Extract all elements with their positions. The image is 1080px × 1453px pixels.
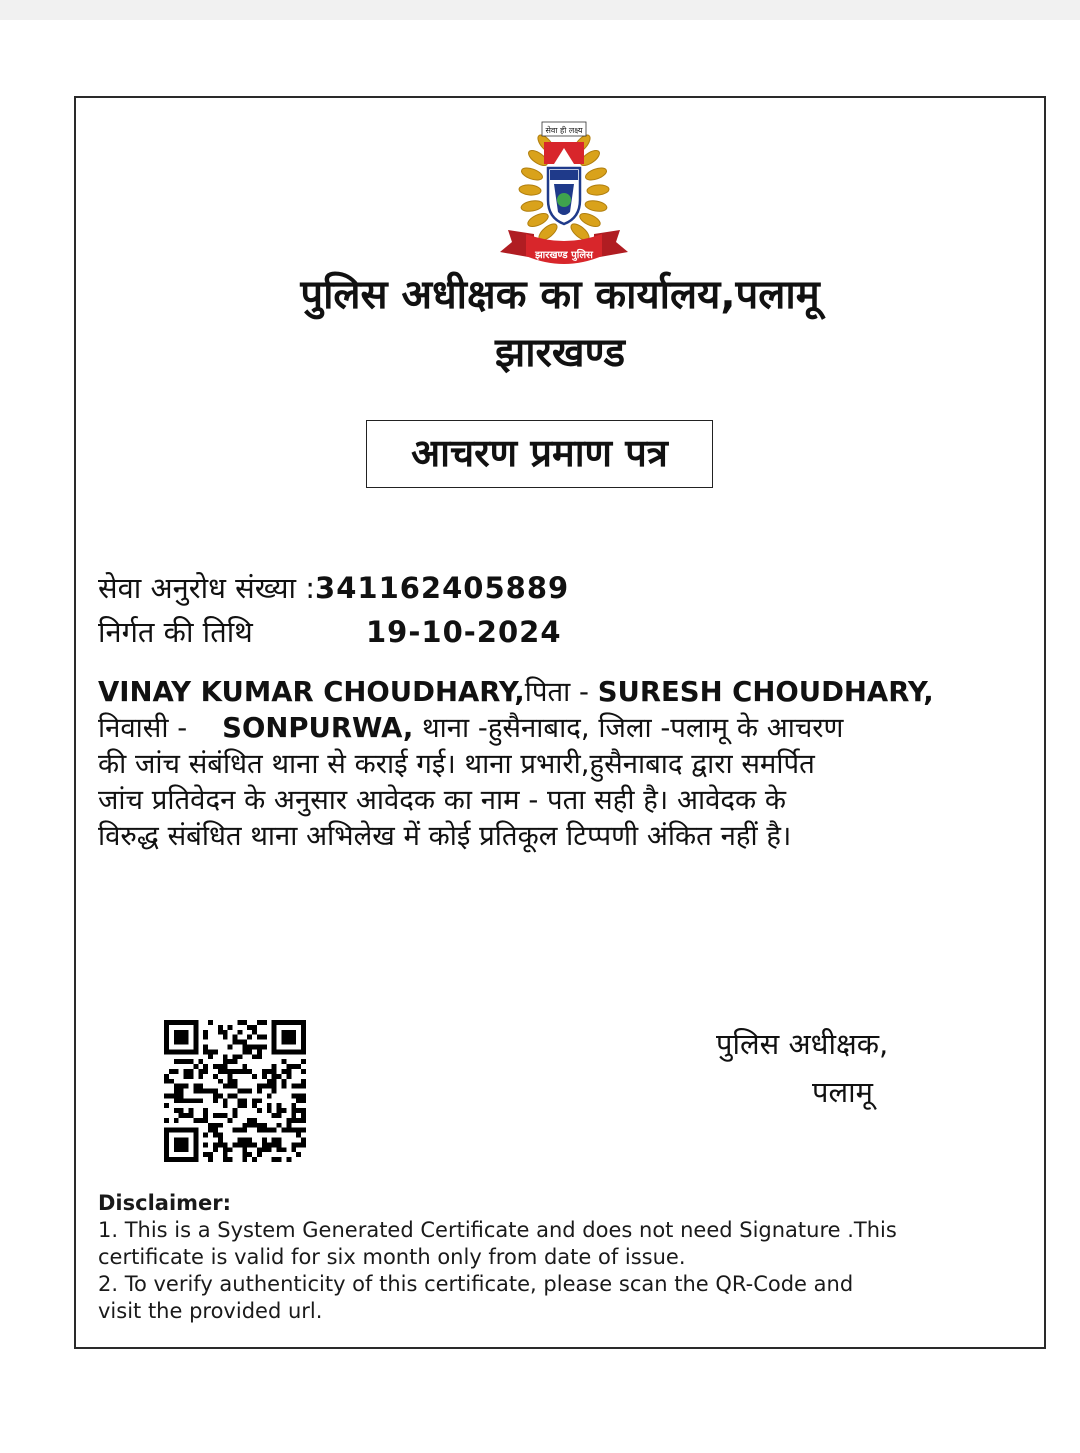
service-request-row [98,568,569,608]
disclaimer-line-2: certificate is valid for six month only from date of issue. [98,1245,686,1269]
body-line-2-rest: थाना -हुसैनाबाद, जिला -पलामू के आचरण [413,712,844,744]
disclaimer-line-4: visit the provided url. [98,1299,323,1323]
qr-code[interactable] [164,1020,306,1162]
issue-date-value: 19-10-2024 [366,615,562,649]
issue-date-row [98,612,562,652]
qr-code-graphic [164,1020,306,1162]
signature-place: पलामू [812,1075,873,1109]
disclaimer-line-1: 1. This is a System Generated Certificate and does not need Signature .This [98,1218,897,1242]
issue-date-label: निर्गत की तिथि [98,615,253,649]
signature-block [716,1020,976,1116]
service-request-label: सेवा अनुरोध संख्या : [98,571,316,605]
office-subtitle: झारखण्ड [494,330,626,376]
village-name: SONPURWA, [222,712,414,744]
body-line-1 [98,674,1028,710]
jharkhand-police-emblem [438,112,690,280]
resident-label: निवासी - [98,712,223,744]
applicant-name: VINAY KUMAR CHOUDHARY, [98,676,525,708]
top-strip [0,0,1080,20]
certificate-title: आचरण प्रमाण पत्र [366,420,713,488]
emblem-ribbon-text: झारखण्ड पुलिस [535,250,593,261]
body-line-2 [98,710,1028,746]
police-emblem-graphic [438,112,690,280]
signature-designation: पुलिस अधीक्षक, [716,1027,889,1061]
emblem-motto: सेवा ही लक्ष्य [545,126,583,135]
certificate-body [98,674,1028,854]
body-line-4: जांच प्रतिवेदन के अनुसार आवेदक का नाम - पता सही है। आवेदक के [98,784,786,816]
office-title: पुलिस अधीक्षक का कार्यालय,पलामू [300,272,820,318]
disclaimer [98,1190,1028,1325]
father-name: SURESH CHOUDHARY, [597,676,934,708]
service-request-number: 341162405889 [315,571,570,605]
father-label: पिता - [524,676,598,708]
disclaimer-line-3: 2. To verify authenticity of this certificate, please scan the QR-Code and [98,1272,854,1296]
certificate-page [74,96,1046,1349]
body-line-3: की जांच संबंधित थाना से कराई गई। थाना प्रभारी,हुसैनाबाद द्वारा समर्पित [98,748,815,780]
body-line-5: विरुद्ध संबंधित थाना अभिलेख में कोई प्रतिकूल टिप्पणी अंकित नहीं है। [98,820,792,852]
disclaimer-title: Disclaimer: [98,1191,232,1215]
